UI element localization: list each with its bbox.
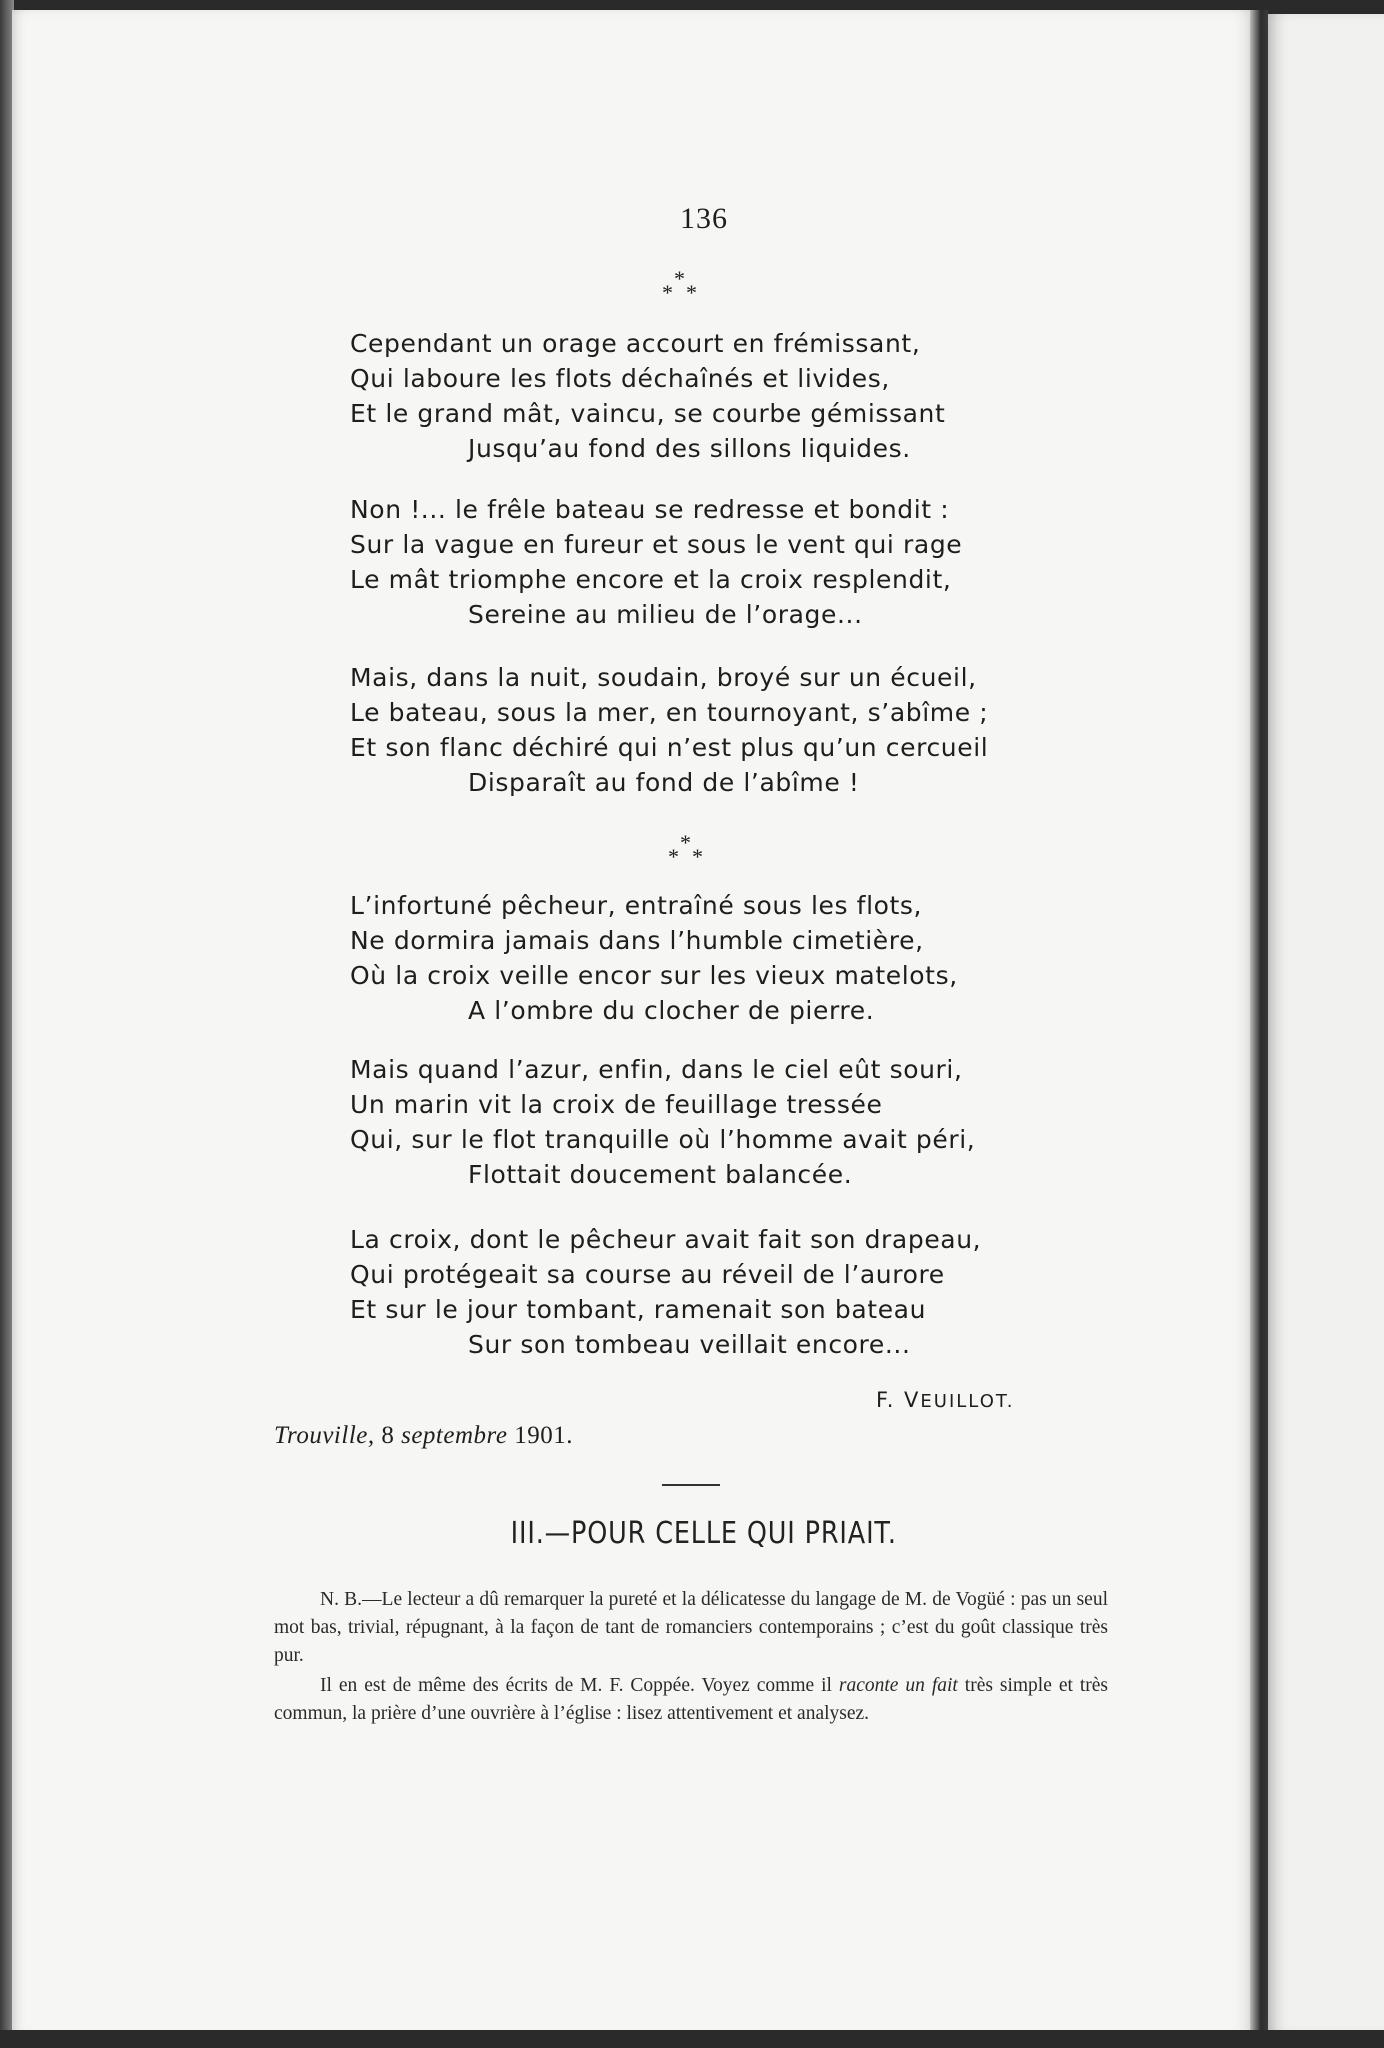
note-text-start: Il en est de même des écrits de M. F. Coppée. Voyez comme il <box>320 1675 839 1696</box>
page-content <box>12 10 1260 2038</box>
verse-line: Qui laboure les flots déchaînés et livides, <box>350 364 890 393</box>
stanza-6 <box>350 1222 1050 1362</box>
verse-line: Le bateau, sous la mer, en tournoyant, s’abîme ; <box>350 698 989 727</box>
author-signature <box>876 1388 1014 1412</box>
verse-line: Mais quand l’azur, enfin, dans le ciel eût souri, <box>350 1055 963 1084</box>
page-number: 136 <box>680 202 728 235</box>
stanza-3 <box>350 660 1050 800</box>
asterism-star: * <box>686 280 697 305</box>
asterism-top <box>652 268 712 308</box>
asterism-middle <box>658 832 718 872</box>
dateline-year: 1901. <box>514 1422 573 1449</box>
note-text-italic: raconte un fait <box>838 1675 958 1696</box>
verse-line: Et sur le jour tombant, ramenait son bateau <box>350 1295 927 1324</box>
verse-line: Le mât triomphe encore et la croix resplendit, <box>350 565 952 594</box>
dateline-month: septembre <box>401 1422 508 1449</box>
dateline <box>274 1422 573 1450</box>
stanza-5 <box>350 1052 1050 1192</box>
verse-line: Flottait doucement balancée. <box>468 1160 853 1189</box>
verse-line: A l’ombre du clocher de pierre. <box>468 996 875 1025</box>
verse-line: Et son flanc déchiré qui n’est plus qu’un cercueil <box>350 733 989 762</box>
verse-line: Cependant un orage accourt en frémissant, <box>350 329 921 358</box>
note-text-2 <box>274 1672 1108 1728</box>
book-gutter <box>1250 10 1268 2038</box>
signature-initial: F. V <box>876 1388 921 1412</box>
asterism-star: * <box>680 830 691 855</box>
verse-line: Et le grand mât, vaincu, se courbe gémissant <box>350 399 946 428</box>
dateline-place: Trouville, <box>274 1422 375 1449</box>
verse-line: Disparaît au fond de l’abîme ! <box>468 768 860 797</box>
verse-line: Jusqu’au fond des sillons liquides. <box>468 434 911 463</box>
verse-line: Qui protégeait sa course au réveil de l’aurore <box>350 1260 945 1289</box>
dateline-day: 8 <box>381 1422 395 1449</box>
verse-line: Un marin vit la croix de feuillage tressée <box>350 1090 883 1119</box>
stanza-2 <box>350 492 1050 632</box>
section-divider <box>662 1484 720 1486</box>
asterism-star: * <box>662 280 673 305</box>
verse-line: Où la croix veille encor sur les vieux matelots, <box>350 961 958 990</box>
section-title: III.—POUR CELLE QUI PRIAIT. <box>510 1516 897 1551</box>
verse-line: L’infortuné pêcheur, entraîné sous les flots, <box>350 891 923 920</box>
book-page <box>12 10 1260 2038</box>
verse-line: Non !... le frêle bateau se redresse et bondit : <box>350 495 950 524</box>
note-text-end: très simple et très commun, la prière d’une ouvrière à l’église : lisez attentivement et analysez. <box>274 1675 1108 1724</box>
verse-line: Sur la vague en fureur et sous le vent qui rage <box>350 530 963 559</box>
facing-page-edge <box>1268 14 1384 2034</box>
signature-surname: EUILLOT. <box>920 1391 1015 1412</box>
verse-line: Sur son tombeau veillait encore... <box>468 1330 911 1359</box>
stanza-4 <box>350 888 1050 1028</box>
bottom-scan-edge <box>0 2030 1384 2048</box>
verse-line: Qui, sur le flot tranquille où l’homme avait péri, <box>350 1125 976 1154</box>
verse-line: Ne dormira jamais dans l’humble cimetière, <box>350 926 924 955</box>
verse-line: Mais, dans la nuit, soudain, broyé sur un écueil, <box>350 663 977 692</box>
note-paragraph-1 <box>274 1586 1108 1670</box>
asterism-star: * <box>692 844 703 869</box>
note-paragraph-2 <box>274 1672 1108 1728</box>
verse-line: Sereine au milieu de l’orage... <box>468 600 863 629</box>
stanza-1 <box>350 326 1050 466</box>
note-text: N. B.—Le lecteur a dû remarquer la pureté et la délicatesse du langage de M. de Vogüé : pas un seul mot bas, trivial, répugnant, à la façon de tant de romanciers contemporains ; c’est du goût classique très pur. <box>274 1589 1108 1666</box>
asterism-star: * <box>674 266 685 291</box>
verse-line: La croix, dont le pêcheur avait fait son drapeau, <box>350 1225 982 1254</box>
asterism-star: * <box>668 844 679 869</box>
